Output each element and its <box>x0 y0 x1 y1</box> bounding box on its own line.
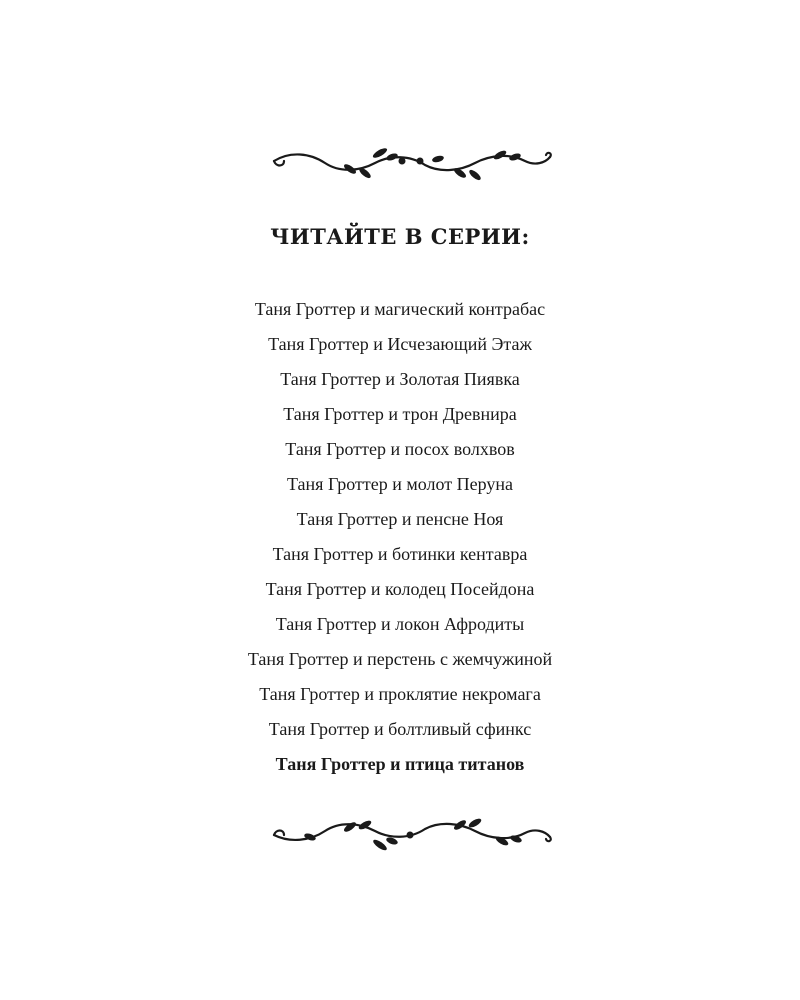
series-item: Таня Гроттер и посох волхвов <box>285 439 515 459</box>
series-item: Таня Гроттер и колодец Посейдона <box>265 579 535 599</box>
series-item: Таня Гроттер и проклятие некромага <box>259 684 541 704</box>
series-item: Таня Гроттер и молот Перуна <box>287 474 513 494</box>
series-item: Таня Гроттер и болтливый сфинкс <box>268 719 532 739</box>
series-item: Таня Гроттер и магический контрабас <box>254 299 546 319</box>
vine-ornament-icon <box>270 143 555 183</box>
series-item-current: Таня Гроттер и птица титанов <box>275 754 525 774</box>
series-item: Таня Гроттер и трон Древнира <box>283 404 517 424</box>
series-item: Таня Гроттер и Исчезающий Этаж <box>268 334 532 354</box>
vine-ornament-icon <box>270 813 555 853</box>
series-item: Таня Гроттер и Золотая Пиявка <box>280 369 520 389</box>
series-item: Таня Гроттер и ботинки кентавра <box>272 544 528 564</box>
series-item: Таня Гроттер и пенсне Ноя <box>296 509 504 529</box>
series-item: Таня Гроттер и локон Афродиты <box>275 614 525 634</box>
series-heading: ЧИТАЙТЕ В СЕРИИ: <box>270 224 530 249</box>
series-list <box>0 292 800 782</box>
series-item: Таня Гроттер и перстень с жемчужиной <box>247 649 553 669</box>
